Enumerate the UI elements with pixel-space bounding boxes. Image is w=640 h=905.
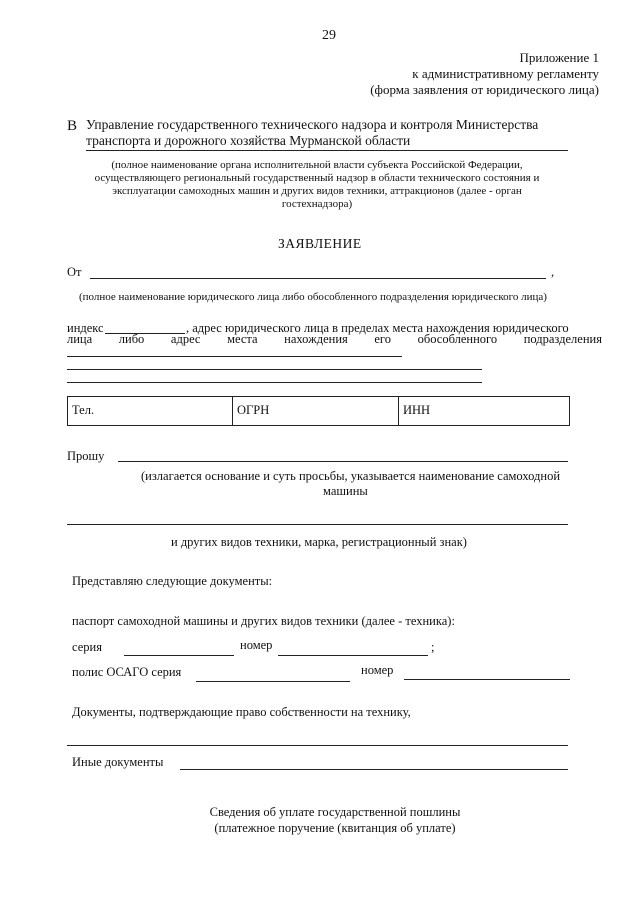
- inn-cell[interactable]: [399, 397, 569, 425]
- addressee-hint-2: осуществляющего региональный государственный надзор в области технического состояния и: [94, 172, 540, 184]
- osago-series-field[interactable]: [196, 681, 350, 682]
- phone-label: Тел.: [72, 403, 95, 417]
- request-field-line-2[interactable]: [67, 524, 568, 525]
- passport-semicolon: ;: [431, 640, 435, 654]
- contacts-table: [67, 396, 570, 426]
- addressee-prefix: В: [67, 118, 78, 134]
- address-field-line-2[interactable]: [67, 369, 482, 370]
- page-number: 29: [322, 28, 336, 43]
- addressee-line-2: транспорта и дорожного хозяйства Мурманской области: [86, 133, 411, 148]
- documents-intro: Представляю следующие документы:: [72, 574, 273, 588]
- ownership-documents-field[interactable]: [67, 745, 568, 746]
- passport-label: паспорт самоходной машины и других видов техники (далее - техника):: [72, 614, 455, 628]
- address-word-4: места: [227, 332, 258, 346]
- fee-line-1: Сведения об уплате государственной пошлины: [209, 805, 461, 819]
- addressee-hint-3: эксплуатации самоходных машин и других видов техники, аттракционов (далее - орган: [112, 185, 522, 197]
- document-title: ЗАЯВЛЕНИЕ: [278, 236, 362, 251]
- addressee-hint-1: (полное наименование органа исполнительной власти субъекта Российской Федерации,: [111, 159, 523, 171]
- appendix-form-type: (форма заявления от юридического лица): [370, 82, 599, 97]
- index-label: индекс: [67, 321, 104, 335]
- address-word-2: либо: [118, 332, 145, 346]
- ogrn-label: ОГРН: [237, 403, 270, 417]
- osago-number-field[interactable]: [404, 679, 570, 680]
- ownership-documents-label: Документы, подтверждающие право собственности на технику,: [72, 705, 411, 719]
- passport-series-field[interactable]: [124, 655, 234, 656]
- from-name-field[interactable]: [90, 278, 546, 279]
- osago-series-label: полис ОСАГО серия: [72, 665, 182, 679]
- from-label: От: [67, 265, 82, 279]
- osago-number-label: номер: [361, 663, 394, 677]
- passport-number-field[interactable]: [278, 655, 428, 656]
- address-word-5: нахождения: [284, 332, 348, 346]
- request-hint-3: и других видов техники, марка, регистрационный знак): [171, 535, 467, 549]
- ogrn-cell[interactable]: [233, 397, 399, 425]
- other-documents-label: Иные документы: [72, 755, 164, 769]
- from-comma: ,: [551, 265, 555, 279]
- address-line-2: [67, 332, 602, 347]
- request-hint-2: машины: [323, 484, 368, 498]
- passport-number-label: номер: [240, 638, 273, 652]
- appendix-regulation: к административному регламенту: [412, 66, 599, 81]
- appendix-title: Приложение 1: [519, 50, 599, 65]
- fee-line-2: (платежное поручение (квитанция об уплате): [214, 821, 456, 835]
- address-word-1: лица: [67, 332, 93, 346]
- inn-label: ИНН: [403, 403, 431, 417]
- address-line-1: , адрес юридического лица в пределах места нахождения юридического: [186, 321, 569, 335]
- address-field-line-3[interactable]: [67, 382, 482, 383]
- address-field-line-1[interactable]: [67, 356, 402, 357]
- other-documents-field[interactable]: [180, 769, 568, 770]
- address-word-6: его: [374, 332, 391, 346]
- addressee-hint-4: гостехнадзора): [281, 198, 353, 210]
- phone-cell[interactable]: [68, 397, 233, 425]
- request-hint-1: (излагается основание и суть просьбы, указывается наименование самоходной: [141, 469, 561, 483]
- passport-series-label: серия: [72, 640, 102, 654]
- addressee-underline: [86, 150, 568, 151]
- request-field-line-1[interactable]: [118, 461, 568, 462]
- addressee-line-1: Управление государственного технического надзора и контроля Министерства: [86, 117, 539, 132]
- from-hint: (полное наименование юридического лица либо обособленного подразделения юридического лица): [79, 291, 547, 303]
- request-label: Прошу: [67, 449, 105, 463]
- address-word-3: адрес: [170, 332, 201, 346]
- address-word-7: обособленного: [417, 332, 498, 346]
- address-word-8: подразделения: [523, 332, 602, 346]
